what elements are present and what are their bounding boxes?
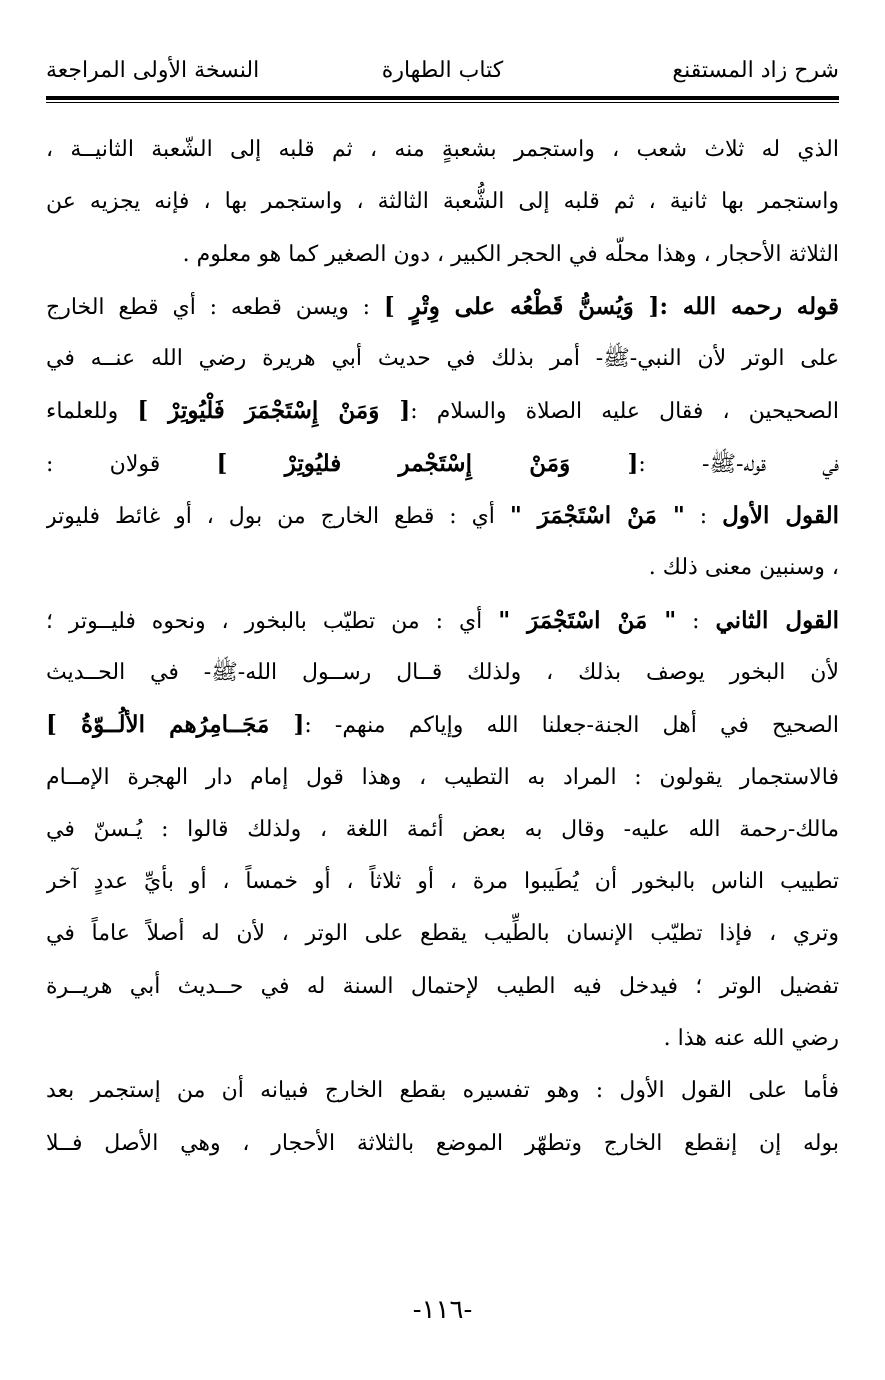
bold-text-segment: القول الثاني bbox=[715, 606, 839, 634]
text-line bbox=[46, 1013, 839, 1065]
text-segment: فالاستجمار يقولون : المراد به التطيب ، وهذا قول إمام دار الهجرة الإمــام bbox=[46, 764, 839, 790]
page-header bbox=[46, 56, 839, 96]
text-segment: الصحيح في أهل الجنة-جعلنا الله وإياكم منهم- : bbox=[304, 713, 839, 739]
bold-text-segment: [ وَمَنْ إِسْتَجْمَرَ فَلْيُوتِرْ ] bbox=[137, 397, 411, 425]
body-text bbox=[46, 124, 839, 1170]
text-segment: تطييب الناس بالبخور أن يُطَيبوا مرة ، أو ثلاثاً ، أو خمساً ، أو بأيِّ عددٍ آخر bbox=[46, 869, 839, 895]
header-rule-thin bbox=[46, 102, 839, 103]
text-line bbox=[46, 1118, 839, 1170]
text-segment: الصحيحين ، فقال عليه الصلاة والسلام : bbox=[410, 399, 839, 425]
text-line bbox=[46, 752, 839, 804]
text-segment: في قوله-ﷺ- : bbox=[638, 451, 839, 477]
bold-text-segment: [ مَجَــامِرُهم الألُــوّةُ ] bbox=[46, 711, 305, 739]
text-line bbox=[46, 229, 839, 281]
text-line bbox=[46, 856, 839, 908]
text-line bbox=[46, 699, 839, 751]
text-segment: وتري ، فإذا تطيّب الإنسان بالطِّيب يقطع على الوتر ، لأن له أصلاً عاماً في bbox=[46, 921, 839, 947]
text-segment: مالك-رحمة الله عليه- وقال به بعض أئمة اللغة ، ولذلك قالوا : يُـسنّ في bbox=[46, 816, 839, 842]
text-segment: قولان : bbox=[46, 451, 217, 477]
text-segment: واستجمر بها ثانية ، ثم قلبه إلى الشُّعبة الثالثة ، واستجمر بها ، فإنه يجزيه عن bbox=[46, 189, 839, 215]
chapter-title: كتاب الطهارة bbox=[381, 58, 504, 83]
text-segment: : ويسن قطعه : أي قطع الخارج bbox=[46, 294, 384, 320]
text-line bbox=[46, 438, 839, 490]
bold-text-segment: قوله رحمه الله :[ وَيُسنُّ قَطْعُه على وِتْرٍ ] bbox=[383, 292, 839, 320]
text-segment: ، وسنبين معنى ذلك . bbox=[648, 555, 839, 581]
text-line bbox=[46, 176, 839, 228]
text-segment: : bbox=[676, 608, 716, 634]
text-line bbox=[46, 385, 839, 437]
text-line bbox=[46, 333, 839, 385]
text-segment: على الوتر لأن النبي-ﷺ- أمر بذلك في حديث أبي هريرة رضي الله عنــه في bbox=[46, 346, 839, 372]
text-segment: بوله إن إنقطع الخارج وتطهّر الموضع بالثلاثة الأحجار ، وهي الأصل فــلا bbox=[46, 1130, 839, 1156]
bold-text-segment: " مَنْ اسْتَجْمَرَ " bbox=[509, 502, 685, 530]
text-segment: : bbox=[684, 504, 723, 530]
book-title: شرح زاد المستقنع bbox=[672, 58, 839, 83]
page-footer bbox=[0, 1290, 885, 1330]
bold-text-segment: [ وَمَنْ إِسْتَجْمر فليُوتِرْ ] bbox=[216, 449, 639, 477]
text-segment: وللعلماء bbox=[46, 399, 138, 425]
header-rule-thick bbox=[46, 96, 839, 100]
text-line bbox=[46, 1065, 839, 1117]
text-segment: أي : من تطيّب بالبخور ، ونحوه فليــوتر ؛ bbox=[46, 608, 499, 634]
text-segment: أي : قطع الخارج من بول ، أو غائط فليوتر bbox=[46, 504, 510, 530]
text-segment: لأن البخور يوصف بذلك ، ولذلك قــال رســول الله-ﷺ- في الحــديث bbox=[46, 659, 839, 685]
bold-text-segment: القول الأول bbox=[722, 502, 839, 530]
edition-note: النسخة الأولى المراجعة bbox=[46, 58, 260, 83]
text-line bbox=[46, 124, 839, 176]
text-segment: تفضيل الوتر ؛ فيدخل فيه الطيب لإحتمال السنة له في حــديث أبي هريــرة bbox=[46, 973, 839, 999]
bold-text-segment: " مَنْ اسْتَجْمَرَ " bbox=[498, 606, 677, 634]
text-line bbox=[46, 490, 839, 542]
text-line bbox=[46, 804, 839, 856]
text-segment: فأما على القول الأول : وهو تفسيره بقطع الخارج فبيانه أن من إستجمر بعد bbox=[46, 1078, 839, 1104]
text-line bbox=[46, 647, 839, 699]
text-segment: الذي له ثلاث شعب ، واستجمر بشعبةٍ منه ، ثم قلبه إلى الشّعبة الثانيــة ، bbox=[46, 137, 839, 162]
text-line bbox=[46, 961, 839, 1013]
text-line bbox=[46, 595, 839, 647]
text-segment: رضي الله عنه هذا . bbox=[663, 1026, 839, 1052]
text-segment: الثلاثة الأحجار ، وهذا محلّه في الحجر الكبير ، دون الصغير كما هو معلوم . bbox=[182, 241, 839, 267]
page-number: -١١٦- bbox=[412, 1295, 473, 1325]
text-line bbox=[46, 542, 839, 594]
text-line bbox=[46, 281, 839, 333]
text-line bbox=[46, 908, 839, 960]
